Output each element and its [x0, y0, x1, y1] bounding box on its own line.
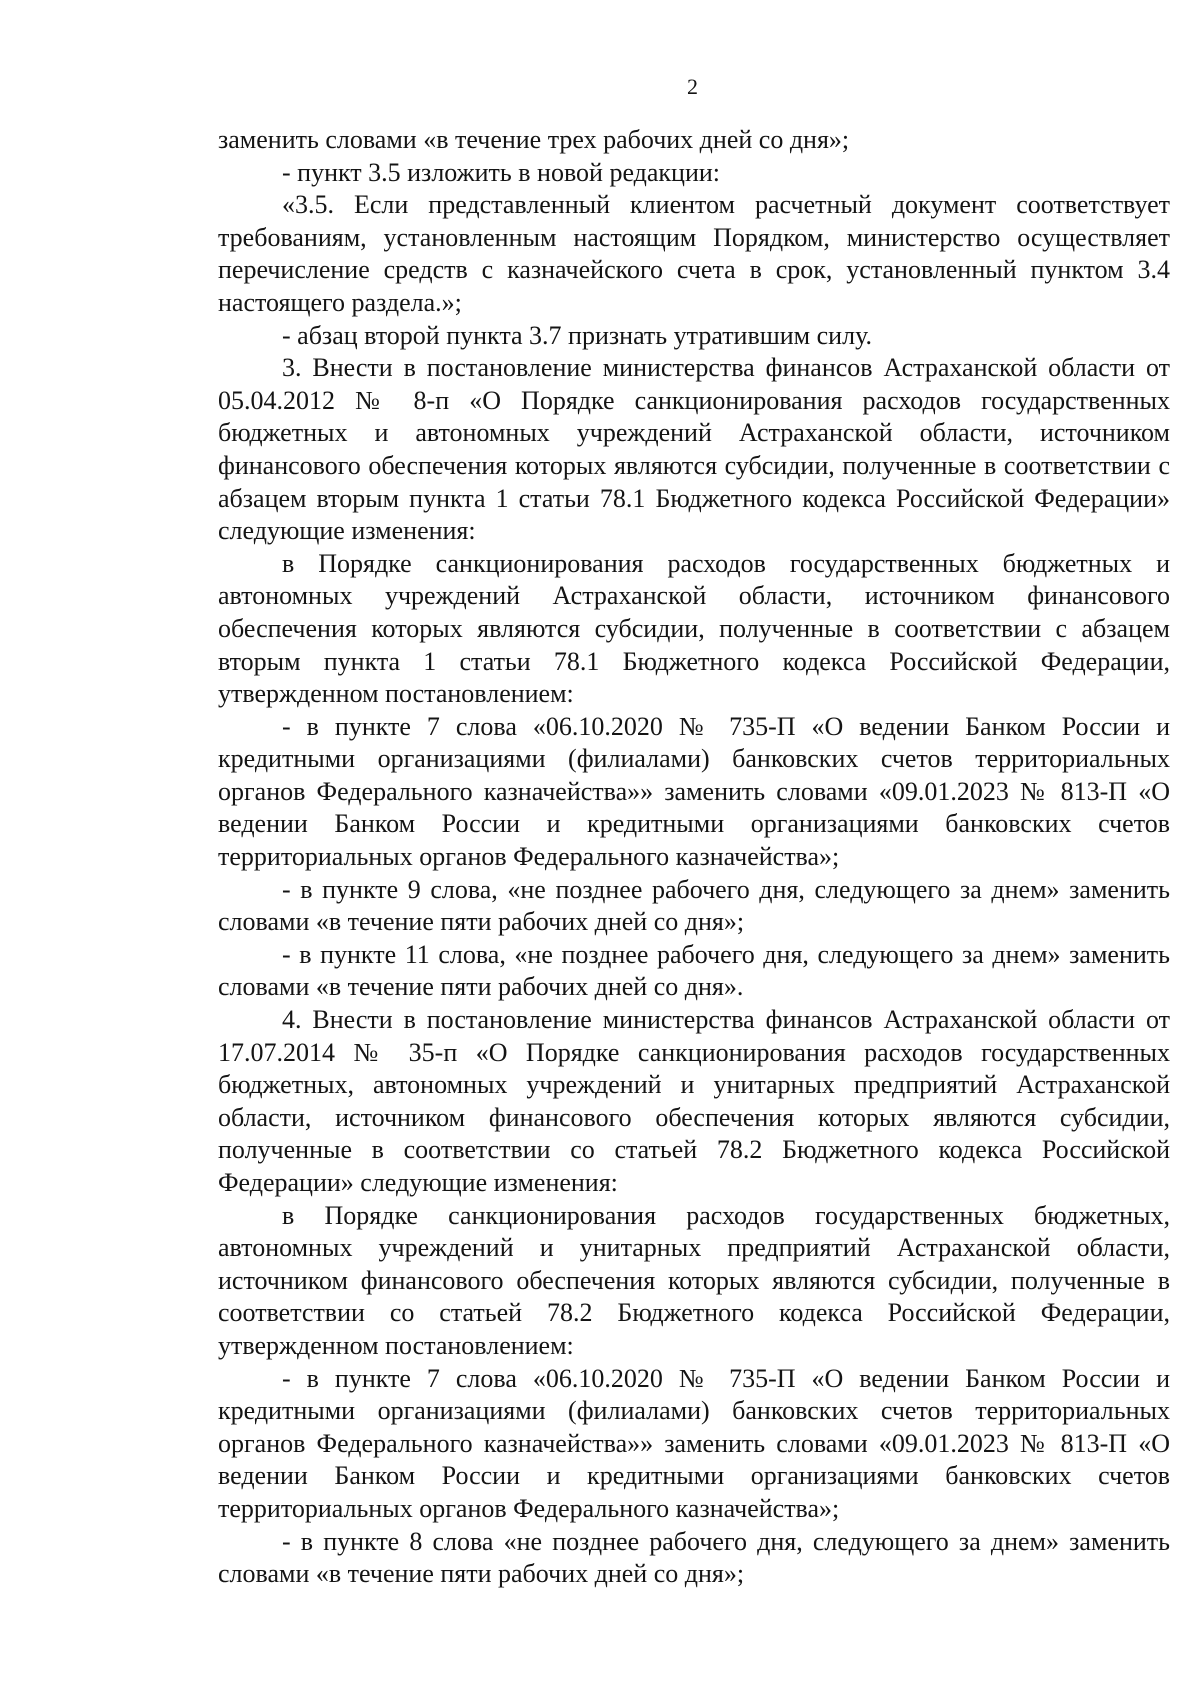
paragraph: «3.5. Если представленный клиентом расчетный документ соответствует требованиям, установленным настоящим Порядком, министерство осуществляет перечисление средств с казначейского счета в срок, установленный пунктом 3.4 настоящего раздела.»;: [218, 190, 1170, 317]
document-body: [218, 124, 1170, 1591]
paragraph: - в пункте 7 слова «06.10.2020 № 735-П «О ведении Банком России и кредитными организациями (филиалами) банковских счетов территориальных органов Федерального казначейства»» заменить словами «09.01.2023 № 813-П «О ведении Банком России и кредитными организациями банковских счетов территориальных органов Федерального казначейства»;: [218, 1363, 1170, 1523]
paragraph: - пункт 3.5 изложить в новой редакции:: [282, 157, 721, 187]
paragraph: - в пункте 8 слова «не позднее рабочего дня, следующего за днем» заменить словами «в течение пяти рабочих дней со дня»;: [218, 1526, 1170, 1589]
paragraph: 3. Внести в постановление министерства финансов Астраханской области от 05.04.2012 № 8-п «О Порядке санкционирования расходов государственных бюджетных и автономных учреждений Астраханской области, источником финансового обеспечения которых являются субсидии, полученные в соответствии с абзацем вторым пункта 1 статьи 78.1 Бюджетного кодекса Российской Федерации» следующие изменения:: [218, 353, 1170, 546]
paragraph: в Порядке санкционирования расходов государственных бюджетных и автономных учреждений Астраханской области, источником финансового обеспечения которых являются субсидии, полученные в соответствии с абзацем вторым пункта 1 статьи 78.1 Бюджетного кодекса Российской Федерации, утвержденном постановлением:: [218, 548, 1170, 709]
paragraph: - в пункте 11 слова, «не позднее рабочего дня, следующего за днем» заменить словами «в течение пяти рабочих дней со дня».: [218, 939, 1170, 1002]
paragraph: - абзац второй пункта 3.7 признать утратившим силу.: [282, 320, 872, 350]
paragraph: в Порядке санкционирования расходов государственных бюджетных, автономных учреждений и унитарных предприятий Астраханской области, источником финансового обеспечения которых являются субсидии, полученные в соответствии со статьей 78.2 Бюджетного кодекса Российской Федерации, утвержденном постановлением:: [218, 1200, 1170, 1360]
paragraph: - в пункте 9 слова, «не позднее рабочего дня, следующего за днем» заменить словами «в течение пяти рабочих дней со дня»;: [218, 874, 1170, 937]
page-number: 2: [687, 74, 698, 99]
paragraph: заменить словами «в течение трех рабочих дней со дня»;: [218, 125, 850, 154]
paragraph: 4. Внести в постановление министерства финансов Астраханской области от 17.07.2014 № 35-п «О Порядке санкционирования расходов государственных бюджетных, автономных учреждений и унитарных предприятий Астраханской области, источником финансового обеспечения которых являются субсидии, полученные в соответствии со статьей 78.2 Бюджетного кодекса Российской Федерации» следующие изменения:: [218, 1005, 1170, 1197]
paragraph: - в пункте 7 слова «06.10.2020 № 735-П «О ведении Банком России и кредитными организациями (филиалами) банковских счетов территориальных органов Федерального казначейства»» заменить словами «09.01.2023 № 813-П «О ведении Банком России и кредитными организациями банковских счетов территориальных органов Федерального казначейства»;: [218, 711, 1170, 872]
